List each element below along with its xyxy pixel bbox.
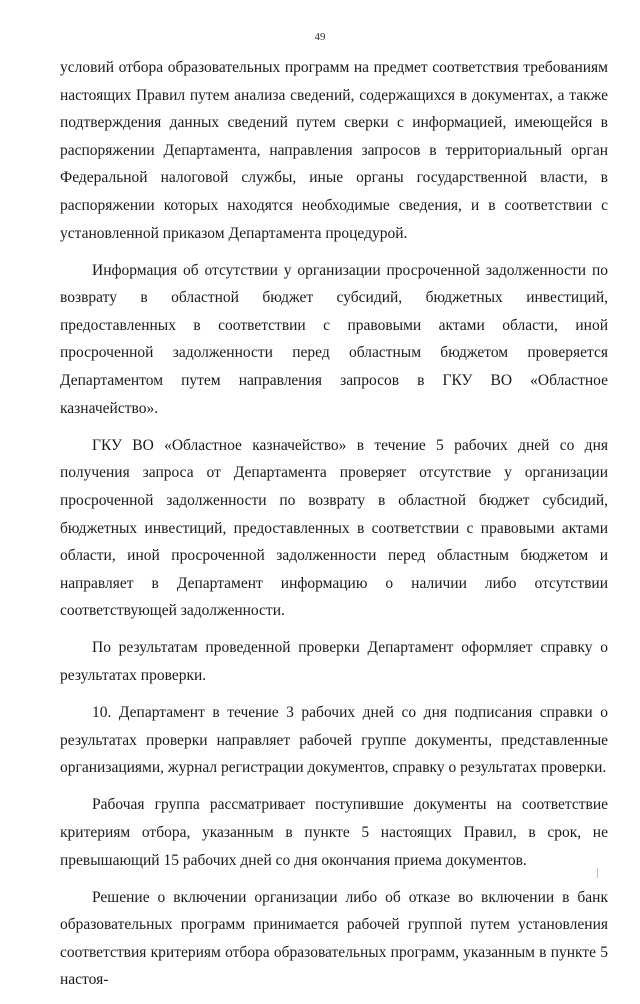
paragraph-7: Решение о включении организации либо об отказе во включении в банк образовательных программ принимается рабочей группой путем установления соответствия критериям отбора образовательных программ, указанным в пункте 5 настоя- bbox=[60, 888, 608, 989]
page-number: 49 bbox=[314, 31, 326, 43]
paragraph-6: Рабочая группа рассматривает поступившие документы на соответствие критериям отбора, указанным в пункте 5 настоящих Правил, в срок, не превышающий 15 рабочих дней со дня окончания приема документов. bbox=[60, 796, 608, 869]
paragraph-1: условий отбора образовательных программ на предмет соответствия требованиям настоящих Правил путем анализа сведений, содержащихся в документах, а также подтверждения данных сведений путем сверки с информацией, имеющейся в распоряжении Департамента, направления запросов в территориальный орган Федеральной налоговой службы, иные органы государственной власти, в распоряжении которых находятся необходимые сведения, и в соответствии с установленной приказом Департамента процедурой. bbox=[60, 59, 608, 242]
scan-margin-mark bbox=[597, 868, 598, 878]
paragraph-4: По результатам проведенной проверки Департамент оформляет справку о результатах проверки. bbox=[60, 639, 608, 684]
paragraph-2: Информация об отсутствии у организации просроченной задолженности по возврату в областной бюджет субсидий, бюджетных инвестиций, предоставленных в соответствии с правовыми актами области, иной просроченной задолженности перед областным бюджетом проверяется Департаментом путем направления запросов в ГКУ ВО «Областное казначейство». bbox=[60, 261, 608, 417]
paragraph-3: ГКУ ВО «Областное казначейство» в течение 5 рабочих дней со дня получения запроса от Департамента проверяет отсутствие у организации просроченной задолженности по возврату в областной бюджет субсидий, бюджетных инвестиций, предоставленных в соответствии с правовыми актами области, иной просроченной задолженности перед областным бюджетом и направляет в Департамент информацию о наличии либо отсутствии соответствующей задолженности. bbox=[60, 436, 608, 620]
document-body bbox=[60, 54, 608, 1004]
paragraph-5: 10. Департамент в течение 3 рабочих дней со дня подписания справки о результатах проверки направляет рабочей группе документы, представленные организациями, журнал регистрации документов, справку о результатах проверки. bbox=[60, 704, 608, 777]
